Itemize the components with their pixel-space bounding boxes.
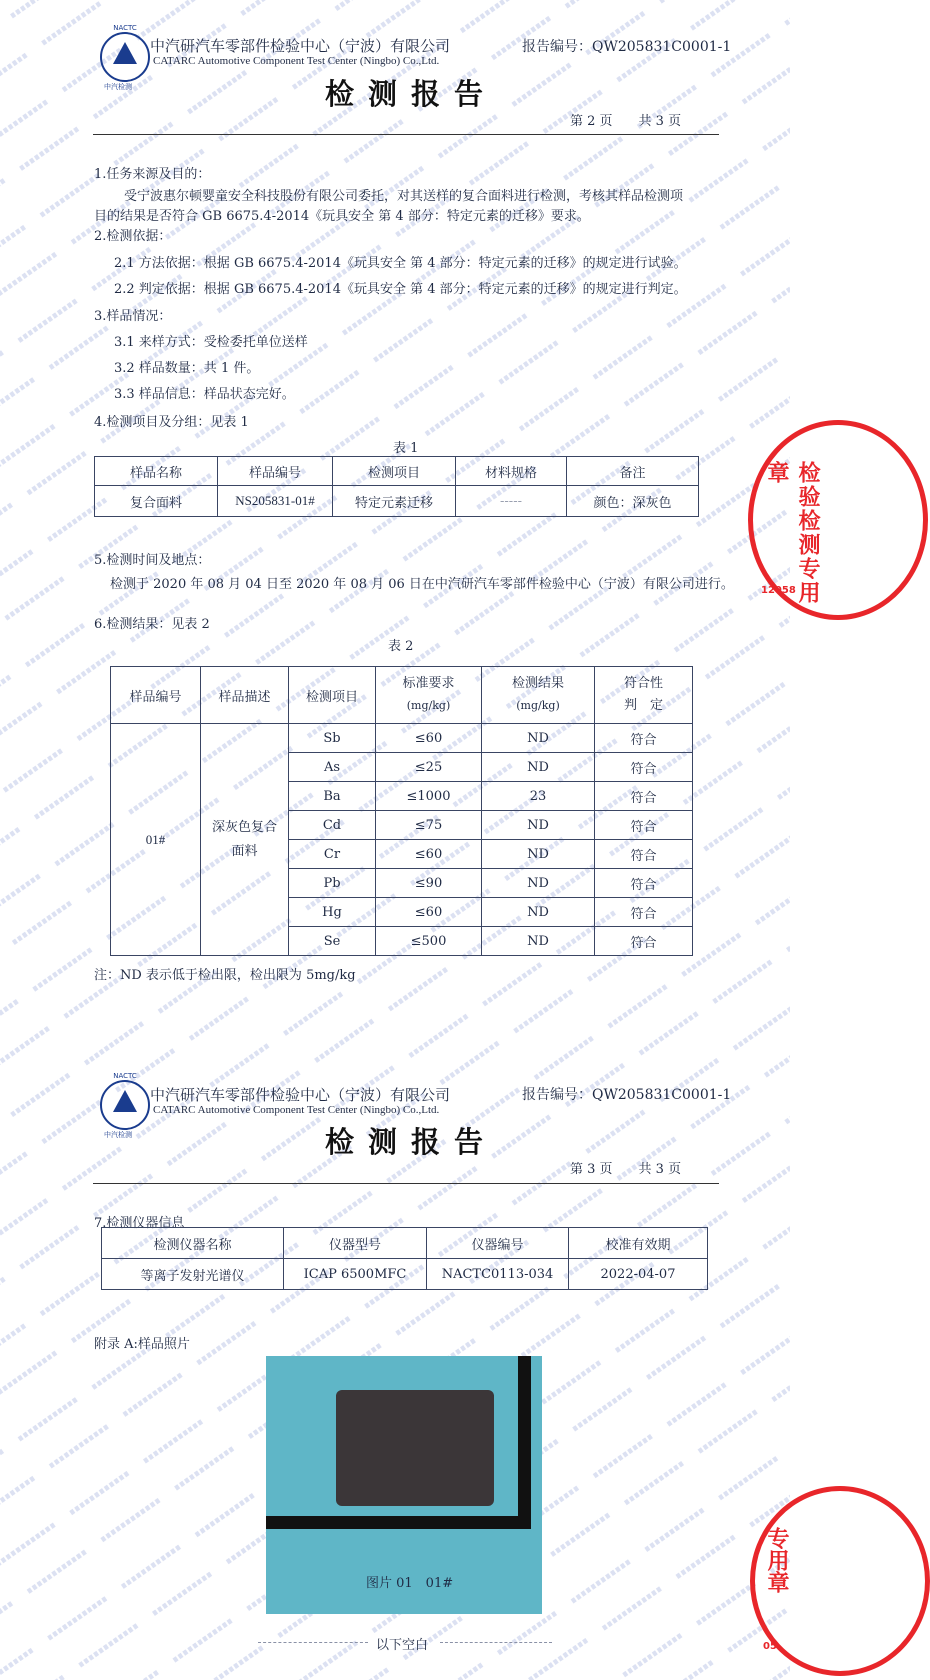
company-name-en: CATARC Automotive Component Test Center (Ningbo) Co.,Ltd. [153, 55, 440, 67]
table-2-item: Cr [289, 840, 376, 869]
table-2-item: Sb [289, 724, 376, 753]
table-2-result: ND [482, 898, 595, 927]
table-2-result: ND [482, 869, 595, 898]
page-number: 第 3 页 共 3 页 [570, 1162, 682, 1177]
table-1-header: 样品编号 [218, 457, 333, 486]
table-1 [94, 456, 699, 517]
table-2-item: Se [289, 927, 376, 956]
table-3-cell: NACTC0113-034 [427, 1259, 569, 1290]
table-2-result: ND [482, 811, 595, 840]
table-2 [110, 666, 693, 956]
official-seal-stamp [750, 1486, 930, 1676]
ruler-horizontal [266, 1516, 518, 1529]
table-2-item: Ba [289, 782, 376, 811]
table-2-judge: 符合 [595, 724, 693, 753]
nactc-logo: NACTC [100, 1080, 150, 1130]
blank-line-right [440, 1642, 552, 1643]
table-3-header: 仪器型号 [284, 1228, 427, 1259]
table-2-judge: 符合 [595, 782, 693, 811]
table-2-judge: 符合 [595, 898, 693, 927]
table-3-cell: ICAP 6500MFC [284, 1259, 427, 1290]
table-3-header: 仪器编号 [427, 1228, 569, 1259]
table-3-header: 检测仪器名称 [102, 1228, 284, 1259]
table-2-result: ND [482, 753, 595, 782]
table-2-header: 符合性 [623, 676, 663, 691]
blank-text: 以下空白 [376, 1638, 429, 1653]
table-3 [101, 1227, 708, 1290]
table-2-result: ND [482, 724, 595, 753]
fabric-sample [336, 1390, 494, 1506]
table-2-header: 样品描述 [201, 667, 289, 724]
logo-subtext: 中汽检测 [104, 1131, 132, 1139]
table-2-header-res [482, 667, 595, 724]
section-1-title: 1.任务来源及目的： [94, 167, 211, 182]
report-title: 检测报告 [325, 77, 498, 111]
section-3-3: 3.3 样品信息：样品状态完好。 [114, 387, 295, 402]
section-7-title: 7.检测仪器信息 [94, 1216, 185, 1231]
nactc-logo: NACTC [100, 32, 150, 82]
stamp-code: 05 [763, 1641, 777, 1652]
section-2-title: 2.检测依据： [94, 229, 172, 244]
table-2-header: 标准要求 [402, 676, 455, 691]
company-name-cn: 中汽研汽车零部件检验中心（宁波）有限公司 [150, 1086, 451, 1104]
appendix-title: 附录 A:样品照片 [94, 1337, 190, 1352]
table-2-header: 判 定 [623, 698, 663, 713]
header-divider [93, 1183, 719, 1184]
page-number: 第 2 页 共 3 页 [570, 114, 682, 129]
table-2-result: ND [482, 927, 595, 956]
table-2-header-unit: (mg/kg) [406, 699, 451, 712]
report-page-3 [0, 1048, 790, 1680]
table-1-caption: 表 1 [393, 441, 419, 456]
table-2-header-judge [595, 667, 693, 724]
section-3-2: 3.2 样品数量：共 1 件。 [114, 361, 260, 376]
table-2-req: ≤75 [376, 811, 482, 840]
report-title: 检测报告 [325, 1125, 498, 1159]
table-2-item: Pb [289, 869, 376, 898]
table-1-cell: 颜色：深灰色 [567, 486, 699, 517]
table-2-judge: 符合 [595, 869, 693, 898]
table-2-header-req [376, 667, 482, 724]
official-seal-stamp [748, 420, 928, 620]
company-name-en: CATARC Automotive Component Test Center (Ningbo) Co.,Ltd. [153, 1104, 440, 1116]
table-2-req: ≤1000 [376, 782, 482, 811]
table-2-header: 检测结果 [511, 676, 564, 691]
table-2-req: ≤25 [376, 753, 482, 782]
table-2-desc-line: 深灰色复合 [211, 819, 277, 835]
table-1-header: 样品名称 [95, 457, 218, 486]
table-1-cell: ----- [456, 486, 567, 517]
section-3-1: 3.1 来样方式：受检委托单位送样 [114, 335, 308, 350]
blank-line-left [258, 1642, 368, 1643]
table-2-header: 检测项目 [289, 667, 376, 724]
table-1-cell: 特定元素迁移 [333, 486, 456, 517]
table-3-header: 校准有效期 [569, 1228, 708, 1259]
table-3-cell: 等离子发射光谱仪 [102, 1259, 284, 1290]
table-2-item: Hg [289, 898, 376, 927]
section-1-body-line1: 受宁波惠尔顿婴童安全科技股份有限公司委托，对其送样的复合面料进行检测，考核其样品检测项 [124, 189, 684, 204]
table-2-header-unit: (mg/kg) [516, 699, 560, 712]
table-2-judge: 符合 [595, 840, 693, 869]
photo-caption: 图片 01 01# [366, 1576, 454, 1591]
company-name-cn: 中汽研汽车零部件检验中心（宁波）有限公司 [150, 37, 451, 55]
section-3-title: 3.样品情况： [94, 309, 172, 324]
table-2-item: As [289, 753, 376, 782]
table-1-cell: 复合面料 [95, 486, 218, 517]
table-1-header: 备注 [567, 457, 699, 486]
ruler-vertical [518, 1356, 531, 1529]
stamp-text: 检验检测专用章 [764, 461, 820, 605]
table-2-result: 23 [482, 782, 595, 811]
table-2-caption: 表 2 [388, 639, 414, 654]
table-1-header: 检测项目 [333, 457, 456, 486]
table-2-sample-desc [201, 724, 289, 956]
table-2-result: ND [482, 840, 595, 869]
table-2-note: 注：ND 表示低于检出限，检出限为 5mg/kg [94, 968, 356, 983]
stamp-text: 专用章 [764, 1527, 789, 1593]
table-2-header: 样品编号 [111, 667, 201, 724]
report-number: 报告编号：QW205831C0001-1 [522, 39, 732, 55]
section-6-title: 6.检测结果：见表 2 [94, 617, 210, 632]
table-2-judge: 符合 [595, 811, 693, 840]
table-2-judge: 符合 [595, 753, 693, 782]
section-2-1: 2.1 方法依据：根据 GB 6675.4-2014《玩具安全 第 4 部分：特定元素的迁移》的规定进行试验。 [114, 256, 687, 271]
table-3-cell: 2022-04-07 [569, 1259, 708, 1290]
report-number: 报告编号：QW205831C0001-1 [522, 1087, 732, 1103]
table-2-desc-line: 面料 [231, 843, 258, 859]
section-1-body-line2: 目的结果是否符合 GB 6675.4-2014《玩具安全 第 4 部分：特定元素的迁移》要求。 [94, 209, 590, 224]
table-1-header: 材料规格 [456, 457, 567, 486]
table-2-req: ≤90 [376, 869, 482, 898]
table-2-req: ≤500 [376, 927, 482, 956]
section-5-title: 5.检测时间及地点： [94, 553, 211, 568]
table-2-item: Cd [289, 811, 376, 840]
table-2-req: ≤60 [376, 840, 482, 869]
section-2-2: 2.2 判定依据：根据 GB 6675.4-2014《玩具安全 第 4 部分：特定元素的迁移》的规定进行判定。 [114, 282, 687, 297]
table-2-sample-no: 01# [111, 724, 201, 956]
table-2-req: ≤60 [376, 898, 482, 927]
header-divider [93, 134, 719, 135]
table-2-judge: 符合 [595, 927, 693, 956]
stamp-code: 12058 [761, 585, 796, 596]
table-1-cell: NS205831-01# [218, 486, 333, 517]
table-2-req: ≤60 [376, 724, 482, 753]
logo-subtext: 中汽检测 [104, 83, 132, 91]
section-4-title: 4.检测项目及分组：见表 1 [94, 415, 249, 430]
section-5-body: 检测于 2020 年 08 月 04 日至 2020 年 08 月 06 日在中汽研汽车零部件检验中心（宁波）有限公司进行。 [110, 577, 734, 592]
